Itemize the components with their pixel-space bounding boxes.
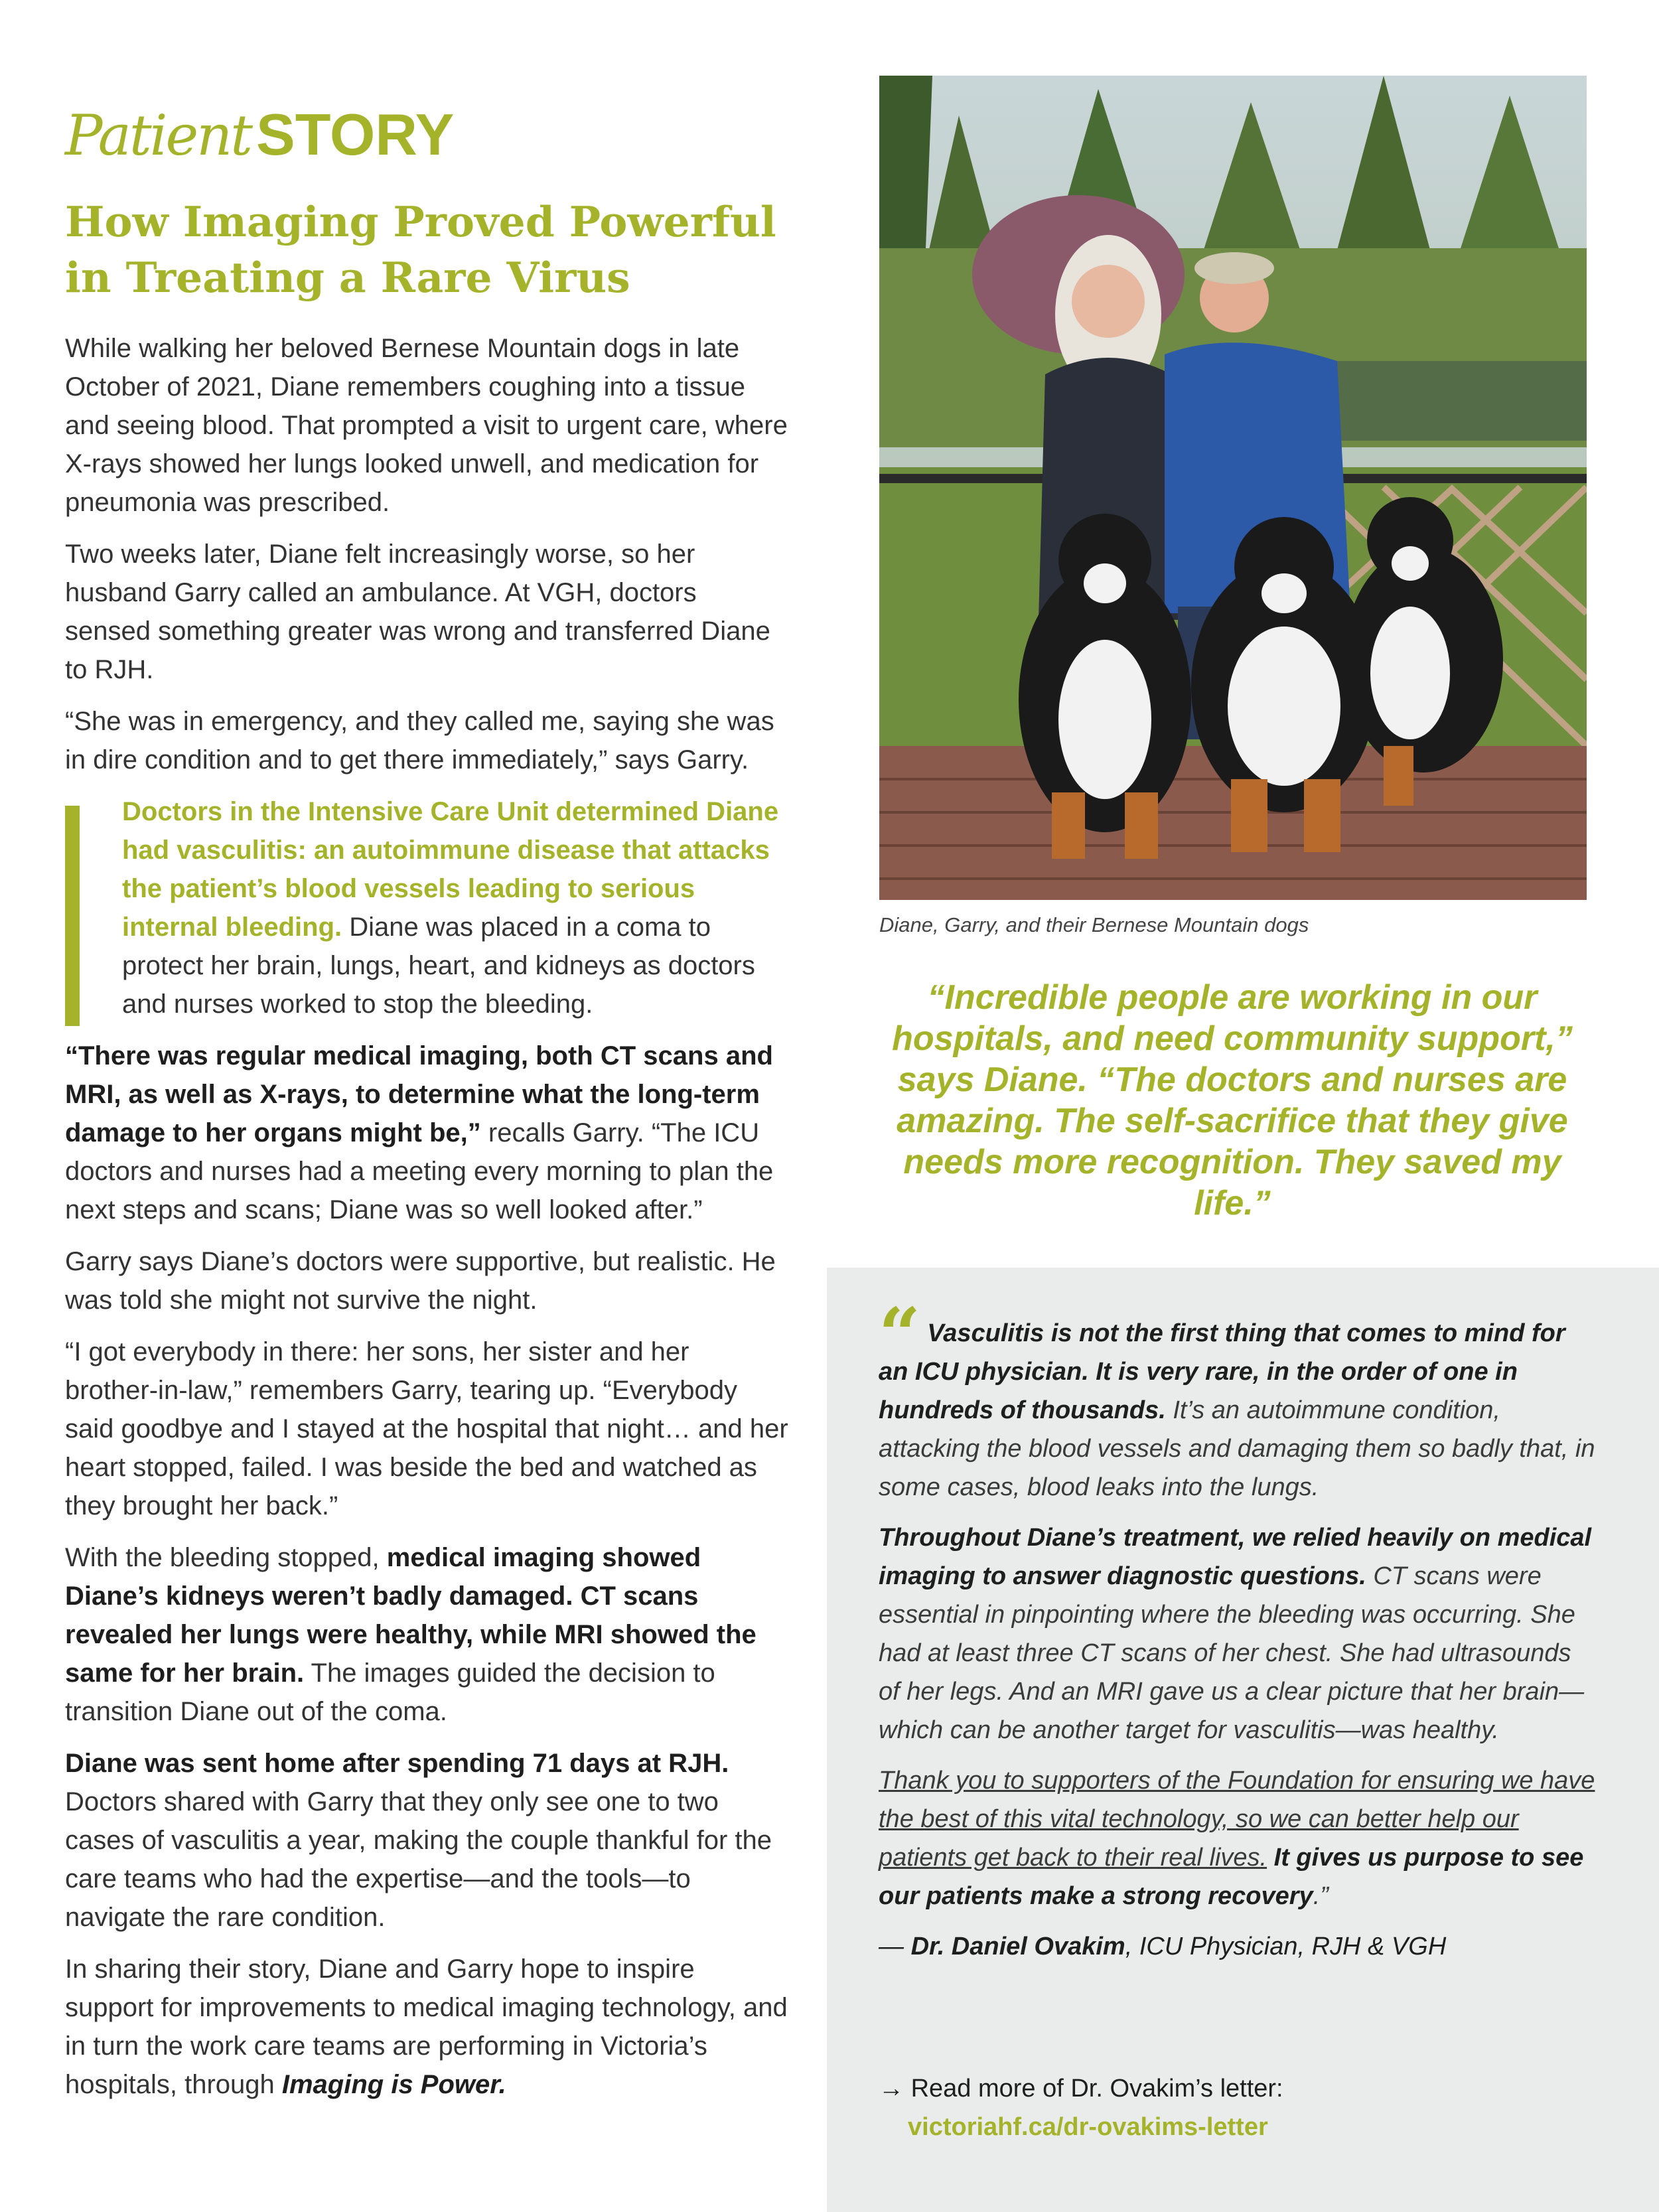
family-photo [879, 76, 1587, 900]
quote-mark-icon: “ [879, 1291, 921, 1377]
quote-attribution [879, 1927, 1595, 1966]
bold-text: medical imaging showed Diane’s kidneys weren’t badly damaged. CT scans revealed her lungs were healthy, while MRI showed the same for her brain. [65, 1543, 757, 1688]
bold-text: Throughout Diane’s treatment, we relied heavily on medical imaging to answer diagnostic questions. [879, 1524, 1592, 1590]
bold-text: It gives us purpose to see our patients make a strong recovery [879, 1844, 1584, 1910]
section-kicker [65, 101, 454, 174]
body-paragraph: While walking her beloved Bernese Mountain dogs in late October of 2021, Diane remembers coughing into a tissue and seeing blood. That prompted a visit to urgent care, where X-rays showed her lungs looked unwell, and medication for pneumonia was prescribed. [65, 334, 788, 517]
featured-quote: “Incredible people are working in our hospitals, and need community support,” says Diane. “The doctors and nurses are amazing. The self-sacrifice that they give needs more recognition. They saved my life.” [892, 978, 1573, 1222]
read-more-label: Read more of Dr. Ovakim’s letter: [910, 2075, 1283, 2102]
read-more-link[interactable]: victoriahf.ca/dr-ovakims-letter [908, 2113, 1268, 2141]
kicker-word-story: STORY [256, 102, 455, 167]
arrow-right-icon: → [879, 2075, 904, 2102]
article-body [65, 329, 788, 2117]
body-paragraph [65, 1538, 788, 1731]
attribution-dash: — [879, 1933, 911, 1960]
bold-text: “There was regular medical imaging, both CT scans and MRI, as well as X-rays, to determine what the long-term damage to her organs might be,” [65, 1041, 773, 1147]
headline-line-1: How Imaging Proved Powerful [65, 197, 776, 246]
bold-text: Vasculitis is not the first thing that comes to mind for an ICU physician. It is very rare, in the order of one in hundreds of thousands. [879, 1319, 1565, 1424]
body-paragraph [65, 1037, 788, 1229]
thanks-text: Thank you to supporters of the Foundation for ensuring we have the best of this vital technology, so we can better help our patients get back to their real lives. [879, 1767, 1595, 1872]
accent-bar [65, 806, 80, 1026]
body-paragraph: Two weeks later, Diane felt increasingly worse, so her husband Garry called an ambulance. At VGH, doctors sensed something greater was wrong and transferred Diane to RJH. [65, 540, 770, 684]
body-text: In sharing their story, Diane and Garry hope to inspire support for improvements to medical imaging technology, and in turn the work care teams are performing in Victoria’s hospitals, through [65, 1954, 788, 2099]
quote-text: It’s an autoimmune condition, attacking the blood vessels and damaging them so badly that, in some cases, blood leaks into the lungs. [879, 1396, 1595, 1501]
body-text: recalls Garry. “The ICU doctors and nurses had a meeting every morning to plan the next steps and scans; Diane was so well looked after.” [65, 1118, 774, 1224]
body-paragraph [65, 1950, 788, 2104]
physician-quote [879, 1291, 1595, 1978]
body-paragraph: Garry says Diane’s doctors were supportive, but realistic. He was told she might not survive the night. [65, 1247, 776, 1315]
campaign-name: Imaging is Power. [281, 2070, 506, 2099]
quote-paragraph [879, 1518, 1595, 1749]
pull-paragraph [65, 792, 788, 1023]
physician-quote-panel [827, 1268, 1659, 2212]
quote-paragraph [879, 1291, 1595, 1507]
quote-paragraph [879, 1761, 1595, 1915]
quote-text: CT scans were essential in pinpointing where the bleeding was occurring. She had at least three CT scans of her chest. She had ultrasounds of her legs. And an MRI gave us a clear picture that her brain—which can be another target for vasculitis—was healthy. [879, 1562, 1585, 1744]
attribution-name: Dr. Daniel Ovakim [910, 1933, 1125, 1960]
headline-line-2: in Treating a Rare Virus [65, 253, 630, 302]
bold-text: Diane was sent home after spending 71 days at RJH. [65, 1749, 729, 1778]
kicker-word-patient: Patient [65, 103, 252, 168]
body-text: With the bleeding stopped, [65, 1543, 387, 1572]
pull-rest-text: Diane was placed in a coma to protect her brain, lungs, heart, and kidneys as doctors and nurses worked to stop the bleeding. [122, 913, 755, 1019]
article-headline [65, 194, 795, 305]
body-text: The images guided the decision to transition Diane out of the coma. [65, 1659, 715, 1726]
body-paragraph: “She was in emergency, and they called me, saying she was in dire condition and to get there immediately,” says Garry. [65, 707, 774, 774]
body-paragraph [65, 1744, 788, 1937]
photo-caption: Diane, Garry, and their Bernese Mountain dogs [879, 913, 1309, 936]
body-text: Doctors shared with Garry that they only see one to two cases of vasculitis a year, making the couple thankful for the care teams who had the expertise—and the tools—to navigate the rare condition. [65, 1787, 772, 1932]
read-more-block [879, 2069, 1283, 2146]
quote-text: .” [1313, 1882, 1329, 1910]
pull-lead-text: Doctors in the Intensive Care Unit determined Diane had vasculitis: an autoimmune disease that attacks the patient’s blood vessels leading to serious internal bleeding. [122, 797, 779, 942]
attribution-role: , ICU Physician, RJH & VGH [1125, 1933, 1447, 1960]
body-paragraph: “I got everybody in there: her sons, her sister and her brother-in-law,” remembers Garry, tearing up. “Everybody said goodbye and I stayed at the hospital that night… and her heart stopped, failed. I was beside the bed and watched as they brought her back.” [65, 1337, 788, 1520]
